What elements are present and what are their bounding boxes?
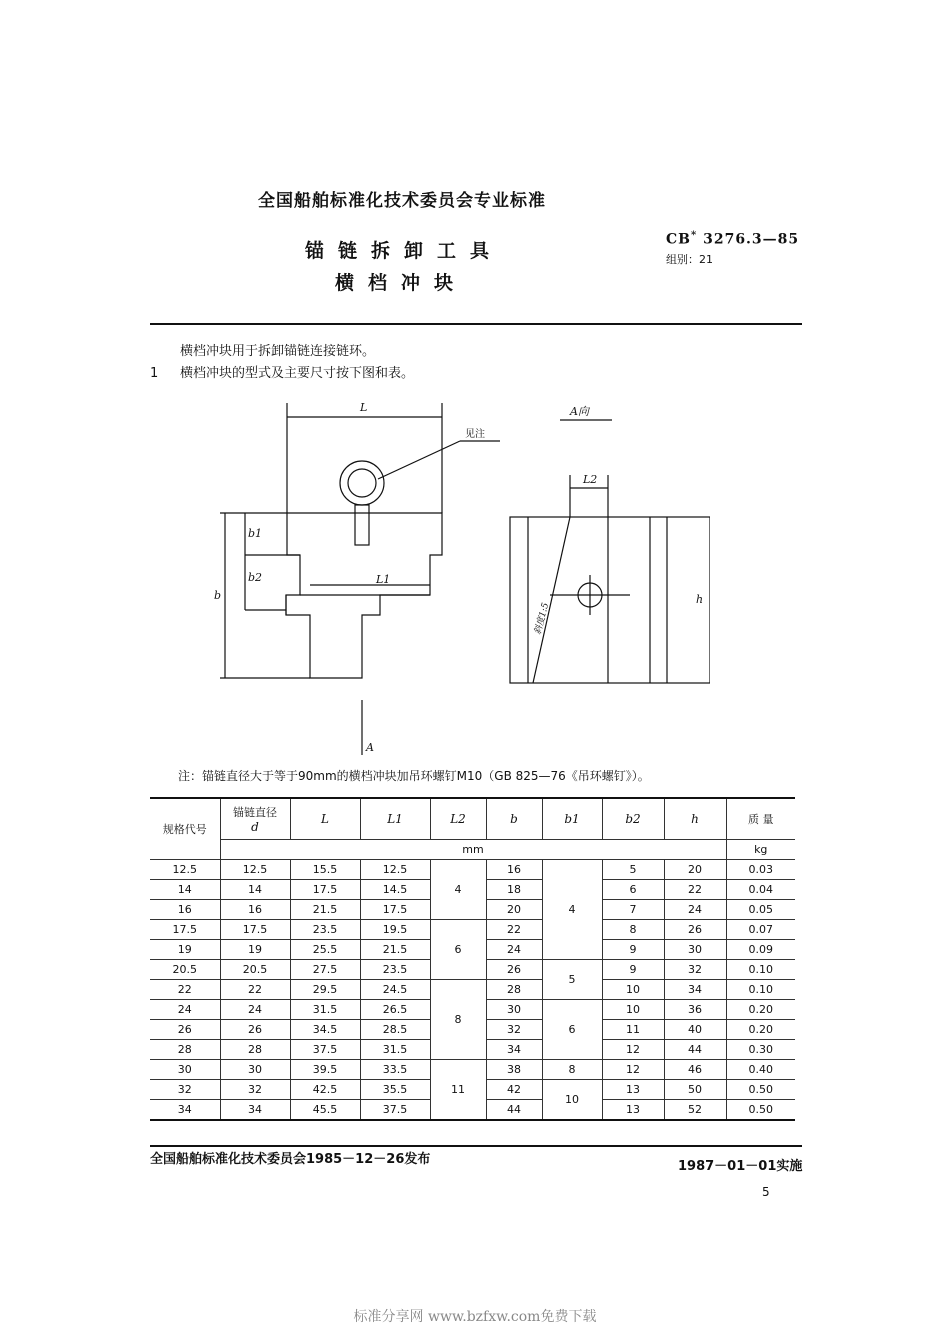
cell-L: 39.5 [290, 1060, 360, 1080]
cell-L: 31.5 [290, 1000, 360, 1020]
cell-L1: 33.5 [360, 1060, 430, 1080]
standard-code [666, 230, 799, 248]
title-line-2: 横档冲块 [335, 272, 468, 294]
cell-mass: 0.09 [726, 940, 795, 960]
cell-d: 28 [220, 1040, 290, 1060]
cell-b: 22 [486, 920, 542, 940]
cell-b2: 7 [602, 900, 664, 920]
page-number: 5 [762, 1185, 770, 1199]
label-b2: b2 [248, 571, 263, 584]
cell-mass: 0.04 [726, 880, 795, 900]
cell-d: 26 [220, 1020, 290, 1040]
cell-b2: 9 [602, 940, 664, 960]
cell-L: 27.5 [290, 960, 360, 980]
cell-d: 34 [220, 1100, 290, 1121]
cell-mass: 0.03 [726, 860, 795, 880]
cell-d: 17.5 [220, 920, 290, 940]
technical-drawing [150, 395, 710, 765]
cell-d: 22 [220, 980, 290, 1000]
cell-spec: 30 [150, 1060, 220, 1080]
table-header-row [150, 798, 795, 840]
cell-L: 25.5 [290, 940, 360, 960]
cell-h: 24 [664, 900, 726, 920]
header-L: L [290, 798, 360, 840]
cell-b2: 5 [602, 860, 664, 880]
cell-b2: 13 [602, 1100, 664, 1121]
cell-b: 26 [486, 960, 542, 980]
cell-L: 42.5 [290, 1080, 360, 1100]
cell-spec: 20.5 [150, 960, 220, 980]
header-b2: b2 [602, 798, 664, 840]
cell-L1: 21.5 [360, 940, 430, 960]
cell-spec: 28 [150, 1040, 220, 1060]
cell-spec: 24 [150, 1000, 220, 1020]
cell-L1: 12.5 [360, 860, 430, 880]
cell-spec: 34 [150, 1100, 220, 1121]
cell-b: 28 [486, 980, 542, 1000]
organization-heading: 全国船舶标准化技术委员会专业标准 [258, 191, 546, 211]
cell-b: 16 [486, 860, 542, 880]
cell-b: 32 [486, 1020, 542, 1040]
cell-L2: 8 [430, 980, 486, 1060]
cell-d: 12.5 [220, 860, 290, 880]
cell-L1: 26.5 [360, 1000, 430, 1020]
unit-mm: mm [220, 840, 726, 860]
cell-mass: 0.20 [726, 1020, 795, 1040]
cell-L1: 31.5 [360, 1040, 430, 1060]
cell-L1: 35.5 [360, 1080, 430, 1100]
cell-b2: 12 [602, 1040, 664, 1060]
header-b1: b1 [542, 798, 602, 840]
cell-b2: 12 [602, 1060, 664, 1080]
cell-L: 29.5 [290, 980, 360, 1000]
cell-L1: 37.5 [360, 1100, 430, 1121]
cell-L1: 17.5 [360, 900, 430, 920]
cell-b1: 8 [542, 1060, 602, 1080]
cell-L: 17.5 [290, 880, 360, 900]
label-L: L [360, 401, 368, 414]
title-line-1: 锚链拆卸工具 [305, 240, 504, 262]
cell-L: 23.5 [290, 920, 360, 940]
cell-b: 30 [486, 1000, 542, 1020]
header-d [220, 798, 290, 840]
cell-L: 45.5 [290, 1100, 360, 1121]
cell-spec: 14 [150, 880, 220, 900]
cell-spec: 17.5 [150, 920, 220, 940]
cell-spec: 12.5 [150, 860, 220, 880]
watermark: 标准分享网 www.bzfxw.com免费下载 [353, 1309, 597, 1325]
dimension-table [150, 797, 795, 1121]
cell-L: 15.5 [290, 860, 360, 880]
cell-L1: 24.5 [360, 980, 430, 1000]
header-h: h [664, 798, 726, 840]
cell-spec: 22 [150, 980, 220, 1000]
header-d-symbol: d [251, 820, 259, 834]
clause-1 [150, 362, 414, 381]
table-row [150, 1060, 795, 1080]
cell-L2: 6 [430, 920, 486, 980]
header-L1: L1 [360, 798, 430, 840]
cell-h: 32 [664, 960, 726, 980]
cell-L: 37.5 [290, 1040, 360, 1060]
table-row [150, 860, 795, 880]
cell-b1: 6 [542, 1000, 602, 1060]
cell-mass: 0.10 [726, 960, 795, 980]
cell-b2: 13 [602, 1080, 664, 1100]
cell-mass: 0.20 [726, 1000, 795, 1020]
cell-d: 19 [220, 940, 290, 960]
cell-spec: 26 [150, 1020, 220, 1040]
cell-h: 40 [664, 1020, 726, 1040]
cell-h: 26 [664, 920, 726, 940]
cell-b: 42 [486, 1080, 542, 1100]
cell-L1: 23.5 [360, 960, 430, 980]
label-view-A: A向 [570, 405, 589, 418]
table-row [150, 920, 795, 940]
label-see-note: 见注 [465, 429, 485, 440]
drawing-note: 注：锚链直径大于等于90mm的横档冲块加吊环螺钉M10（GB 825—76《吊环螺钉》）。 [178, 769, 650, 783]
cell-b: 38 [486, 1060, 542, 1080]
header-d-label: 锚链直径 [233, 806, 277, 819]
cell-b2: 6 [602, 880, 664, 900]
unit-kg: kg [726, 840, 795, 860]
label-L1: L1 [376, 573, 391, 586]
cell-d: 32 [220, 1080, 290, 1100]
cell-b: 20 [486, 900, 542, 920]
cell-d: 30 [220, 1060, 290, 1080]
label-A: A [366, 741, 374, 754]
cell-spec: 32 [150, 1080, 220, 1100]
group-label: 组别：21 [666, 253, 713, 266]
table-unit-row [150, 840, 795, 860]
cell-h: 20 [664, 860, 726, 880]
bottom-rule [150, 1145, 802, 1147]
cell-spec: 16 [150, 900, 220, 920]
cell-b2: 8 [602, 920, 664, 940]
cell-d: 24 [220, 1000, 290, 1020]
cell-L: 21.5 [290, 900, 360, 920]
cell-h: 50 [664, 1080, 726, 1100]
cell-b: 34 [486, 1040, 542, 1060]
cell-h: 22 [664, 880, 726, 900]
cell-L1: 19.5 [360, 920, 430, 940]
cell-L: 34.5 [290, 1020, 360, 1040]
cell-b2: 9 [602, 960, 664, 980]
cell-h: 36 [664, 1000, 726, 1020]
cell-b1: 10 [542, 1080, 602, 1121]
top-rule [150, 323, 802, 325]
header-b: b [486, 798, 542, 840]
intro-text: 横档冲块用于拆卸锚链连接链环。 [180, 344, 376, 359]
header-mass: 质 量 [726, 798, 795, 840]
header-L2: L2 [430, 798, 486, 840]
cell-d: 14 [220, 880, 290, 900]
cell-b2: 10 [602, 980, 664, 1000]
cell-L1: 28.5 [360, 1020, 430, 1040]
cell-b2: 10 [602, 1000, 664, 1020]
cell-d: 20.5 [220, 960, 290, 980]
cell-L1: 14.5 [360, 880, 430, 900]
label-L2: L2 [583, 473, 598, 486]
cell-b1: 5 [542, 960, 602, 1000]
clause-text: 横档冲块的型式及主要尺寸按下图和表。 [180, 366, 415, 381]
table-row [150, 980, 795, 1000]
header-spec: 规格代号 [150, 798, 220, 860]
cell-L2: 11 [430, 1060, 486, 1121]
label-h: h [696, 593, 704, 606]
publish-date: 全国船舶标准化技术委员会1985－12－26发布 [150, 1152, 431, 1167]
cell-b: 24 [486, 940, 542, 960]
standard-prefix: CB [666, 231, 691, 248]
label-b: b [214, 589, 222, 602]
standard-number: 3276.3—85 [703, 231, 800, 248]
cell-spec: 19 [150, 940, 220, 960]
cell-mass: 0.07 [726, 920, 795, 940]
clause-number: 1 [150, 366, 159, 381]
cell-mass: 0.30 [726, 1040, 795, 1060]
cell-mass: 0.05 [726, 900, 795, 920]
cell-b2: 11 [602, 1020, 664, 1040]
cell-h: 46 [664, 1060, 726, 1080]
cell-h: 34 [664, 980, 726, 1000]
cell-b: 44 [486, 1100, 542, 1121]
effective-date: 1987－01－01实施 [678, 1159, 803, 1174]
cell-b: 18 [486, 880, 542, 900]
cell-b1: 4 [542, 860, 602, 960]
cell-h: 52 [664, 1100, 726, 1121]
cell-h: 44 [664, 1040, 726, 1060]
label-slope: 斜度1:5 [533, 601, 552, 636]
cell-L2: 4 [430, 860, 486, 920]
cell-h: 30 [664, 940, 726, 960]
cell-mass: 0.50 [726, 1080, 795, 1100]
cell-mass: 0.50 [726, 1100, 795, 1121]
cell-mass: 0.10 [726, 980, 795, 1000]
standard-star: * [690, 230, 698, 241]
cell-mass: 0.40 [726, 1060, 795, 1080]
cell-d: 16 [220, 900, 290, 920]
label-b1: b1 [248, 527, 263, 540]
